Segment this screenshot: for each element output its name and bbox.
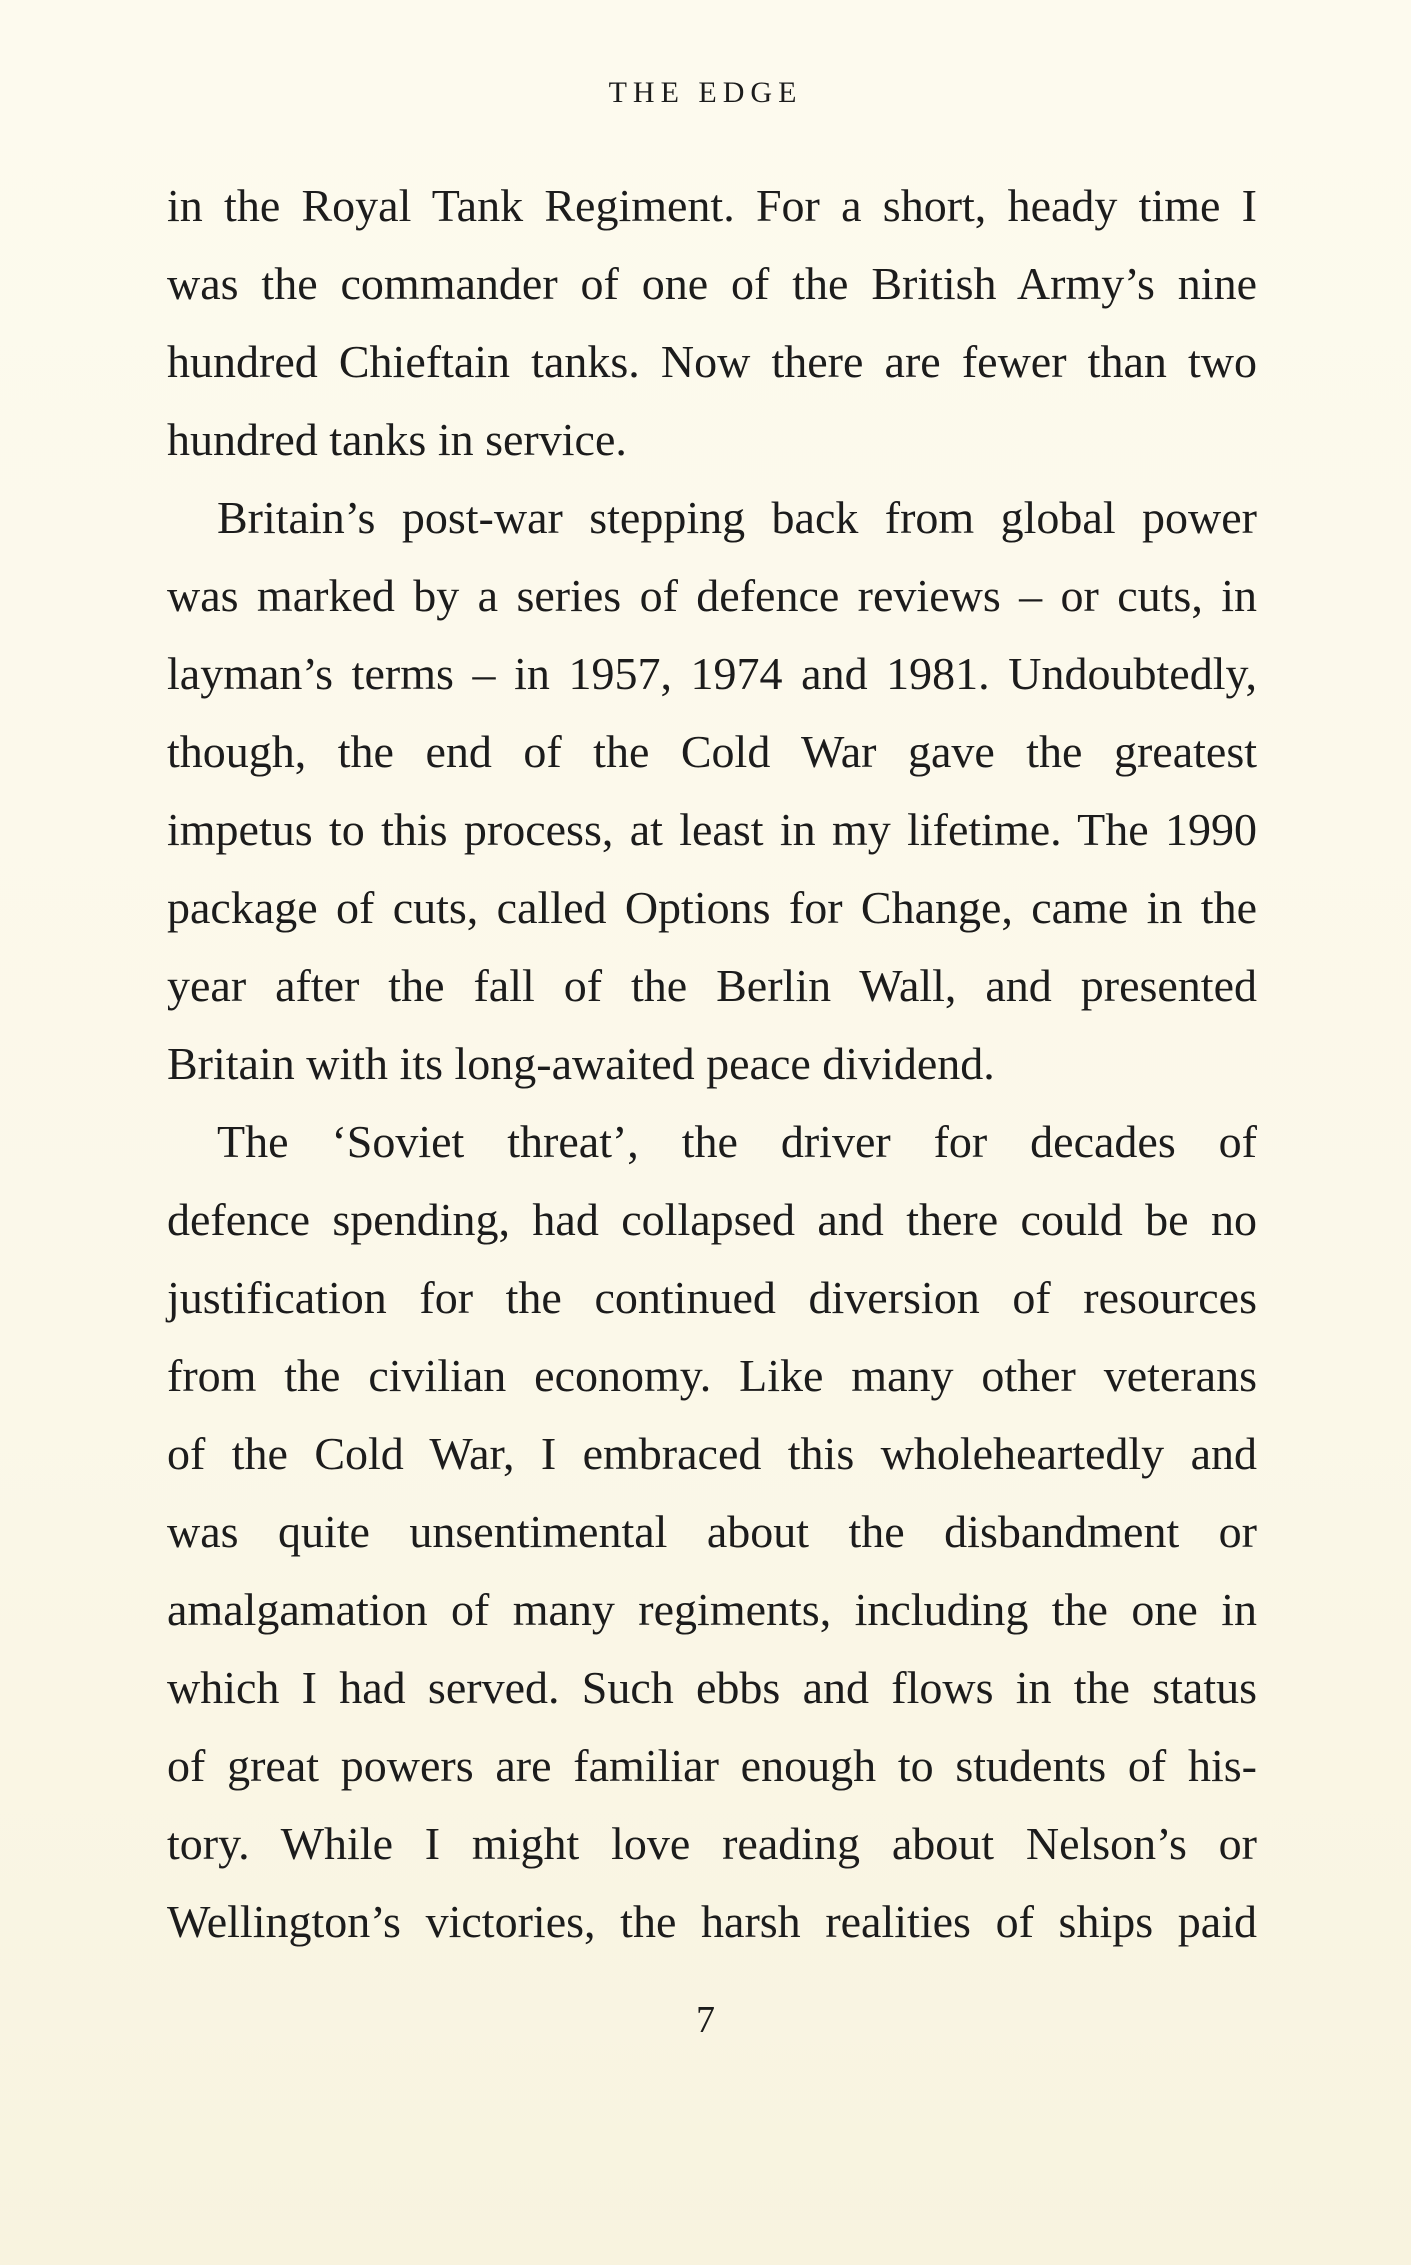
text-line: in the Royal Tank Regiment. For a short, heady time I — [167, 180, 1257, 231]
text-line: hundred Chieftain tanks. Now there are fewer than two — [167, 336, 1257, 387]
text-line: year after the fall of the Berlin Wall, and presented — [167, 960, 1257, 1011]
text-line: The ‘Soviet threat’, the driver for decades of — [217, 1116, 1257, 1167]
text-line: Britain with its long-awaited peace dividend. — [167, 1038, 995, 1089]
text-line: though, the end of the Cold War gave the greatest — [167, 726, 1257, 777]
text-line: was marked by a series of defence reviews – or cuts, in — [167, 570, 1257, 621]
text-line: was quite unsentimental about the disbandment or — [167, 1506, 1257, 1557]
text-line: impetus to this process, at least in my lifetime. The 1990 — [167, 804, 1257, 855]
text-line: tory. While I might love reading about Nelson’s or — [167, 1818, 1257, 1869]
text-line: justification for the continued diversion of resources — [167, 1272, 1257, 1323]
text-line: from the civilian economy. Like many other veterans — [167, 1350, 1257, 1401]
running-head: THE EDGE — [608, 76, 803, 109]
text-line: hundred tanks in service. — [167, 414, 627, 465]
text-line: layman’s terms – in 1957, 1974 and 1981. Undoubtedly, — [167, 648, 1257, 699]
paragraph — [167, 1103, 1257, 1961]
text-line: was the commander of one of the British Army’s nine — [167, 258, 1257, 309]
paragraph — [167, 479, 1257, 1103]
text-line: Wellington’s victories, the harsh realities of ships paid — [167, 1896, 1257, 1947]
text-line: package of cuts, called Options for Change, came in the — [167, 882, 1257, 933]
text-line: defence spending, had collapsed and there could be no — [167, 1194, 1257, 1245]
body-text — [167, 167, 1257, 1961]
text-line: which I had served. Such ebbs and flows in the status — [167, 1662, 1257, 1713]
text-line: amalgamation of many regiments, including the one in — [167, 1584, 1257, 1635]
text-line: of great powers are familiar enough to students of his- — [167, 1740, 1257, 1791]
page-number: 7 — [696, 1999, 715, 2041]
paragraph — [167, 167, 1257, 479]
text-line: Britain’s post-war stepping back from global power — [217, 492, 1257, 543]
text-line: of the Cold War, I embraced this wholeheartedly and — [167, 1428, 1257, 1479]
